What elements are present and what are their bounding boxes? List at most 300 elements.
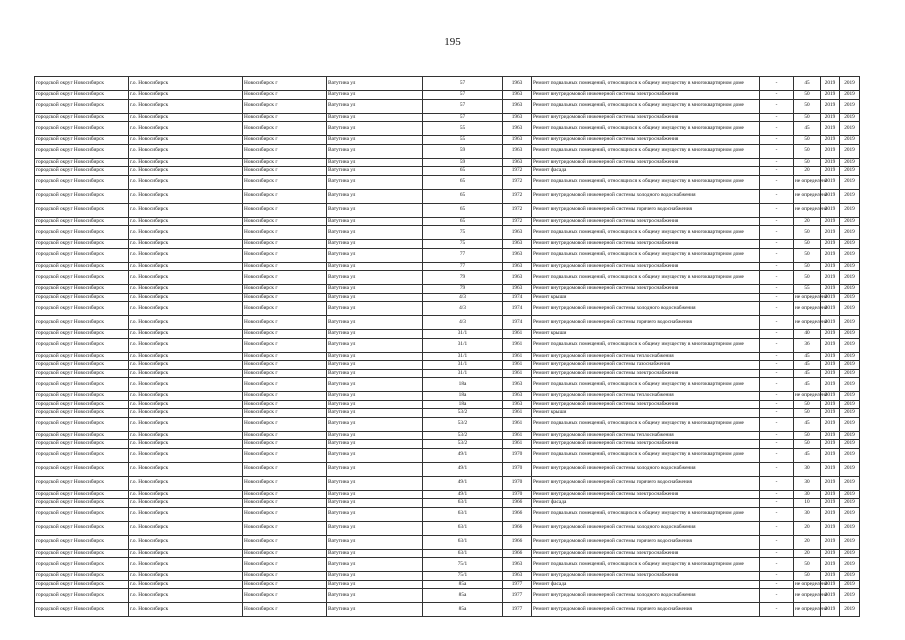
work-type-cell: Ремонт внутридомовой инженерной системы горячего водоснабжения xyxy=(532,316,760,330)
house-number-cell: 57 xyxy=(423,91,503,100)
cost-cell: 50 xyxy=(794,158,821,167)
build-year-cell: 1977 xyxy=(503,603,532,617)
cost-cell: 50 xyxy=(794,240,821,249)
dash-cell: - xyxy=(760,431,794,440)
street-cell: Ватутина ул xyxy=(327,558,423,572)
cost-cell: 50 xyxy=(794,409,821,418)
build-year-cell: 1966 xyxy=(503,549,532,558)
house-number-cell: 53/2 xyxy=(423,431,503,440)
street-cell: Ватутина ул xyxy=(327,144,423,158)
street-cell: Ватутина ул xyxy=(327,203,423,217)
end-year-cell: 2019 xyxy=(840,521,860,535)
settlement-cell: г.о. Новосибирск xyxy=(129,136,243,145)
start-year-cell: 2019 xyxy=(821,217,840,226)
city-cell: Новосибирск г xyxy=(243,189,327,203)
dash-cell: - xyxy=(760,316,794,330)
cost-cell: не определено xyxy=(794,189,821,203)
table-row xyxy=(35,499,860,508)
cost-cell: 45 xyxy=(794,378,821,392)
settlement-cell: г.о. Новосибирск xyxy=(129,549,243,558)
table-row xyxy=(35,476,860,490)
district-cell: городской округ Новосибирск xyxy=(35,158,129,167)
city-cell: Новосибирск г xyxy=(243,217,327,226)
cost-cell: 50 xyxy=(794,400,821,409)
district-cell: городской округ Новосибирск xyxy=(35,217,129,226)
district-cell: городской округ Новосибирск xyxy=(35,476,129,490)
settlement-cell: г.о. Новосибирск xyxy=(129,203,243,217)
house-number-cell: 63/1 xyxy=(423,521,503,535)
start-year-cell: 2019 xyxy=(821,400,840,409)
street-cell: Ватутина ул xyxy=(327,113,423,122)
house-number-cell: 49/1 xyxy=(423,490,503,499)
settlement-cell: г.о. Новосибирск xyxy=(129,167,243,176)
city-cell: Новосибирск г xyxy=(243,77,327,91)
table-row xyxy=(35,409,860,418)
build-year-cell: 1970 xyxy=(503,448,532,462)
house-number-cell: 63/1 xyxy=(423,549,503,558)
dash-cell: - xyxy=(760,507,794,521)
table-row xyxy=(35,113,860,122)
street-cell: Ватутина ул xyxy=(327,338,423,352)
cost-cell: 45 xyxy=(794,361,821,370)
work-type-cell: Ремонт внутридомовой инженерной системы электроснабжения xyxy=(532,490,760,499)
dash-cell: - xyxy=(760,240,794,249)
cost-cell: 50 xyxy=(794,440,821,449)
house-number-cell: 79 xyxy=(423,271,503,285)
table-row xyxy=(35,392,860,401)
end-year-cell: 2019 xyxy=(840,580,860,589)
street-cell: Ватутина ул xyxy=(327,271,423,285)
district-cell: городской округ Новосибирск xyxy=(35,549,129,558)
cost-cell: 50 xyxy=(794,113,821,122)
street-cell: Ватутина ул xyxy=(327,122,423,136)
settlement-cell: г.о. Новосибирск xyxy=(129,240,243,249)
work-type-cell: Ремонт внутридомовой инженерной системы электроснабжения xyxy=(532,217,760,226)
cost-cell: 20 xyxy=(794,521,821,535)
end-year-cell: 2019 xyxy=(840,369,860,378)
house-number-cell: 65 xyxy=(423,175,503,189)
district-cell: городской округ Новосибирск xyxy=(35,352,129,361)
city-cell: Новосибирск г xyxy=(243,431,327,440)
street-cell: Ватутина ул xyxy=(327,316,423,330)
end-year-cell: 2019 xyxy=(840,248,860,262)
district-cell: городской округ Новосибирск xyxy=(35,144,129,158)
cost-cell: не определено xyxy=(794,589,821,603)
city-cell: Новосибирск г xyxy=(243,369,327,378)
district-cell: городской округ Новосибирск xyxy=(35,392,129,401)
end-year-cell: 2019 xyxy=(840,417,860,431)
settlement-cell: г.о. Новосибирск xyxy=(129,378,243,392)
dash-cell: - xyxy=(760,248,794,262)
dash-cell: - xyxy=(760,144,794,158)
end-year-cell: 2019 xyxy=(840,572,860,581)
street-cell: Ватутина ул xyxy=(327,589,423,603)
city-cell: Новосибирск г xyxy=(243,535,327,549)
house-number-cell: 75/1 xyxy=(423,558,503,572)
settlement-cell: г.о. Новосибирск xyxy=(129,361,243,370)
settlement-cell: г.о. Новосибирск xyxy=(129,352,243,361)
district-cell: городской округ Новосибирск xyxy=(35,378,129,392)
cost-cell: 20 xyxy=(794,167,821,176)
district-cell: городской округ Новосибирск xyxy=(35,521,129,535)
cost-cell: не определено xyxy=(794,175,821,189)
house-number-cell: 63/1 xyxy=(423,507,503,521)
table-row xyxy=(35,580,860,589)
work-type-cell: Ремонт внутридомовой инженерной системы холодного водоснабжения xyxy=(532,302,760,316)
work-type-cell: Ремонт крыши xyxy=(532,330,760,339)
build-year-cell: 1972 xyxy=(503,167,532,176)
cost-cell: 20 xyxy=(794,549,821,558)
work-type-cell: Ремонт фасада xyxy=(532,167,760,176)
build-year-cell: 1961 xyxy=(503,440,532,449)
table-row xyxy=(35,271,860,285)
end-year-cell: 2019 xyxy=(840,558,860,572)
dash-cell: - xyxy=(760,589,794,603)
end-year-cell: 2019 xyxy=(840,603,860,617)
house-number-cell: 59 xyxy=(423,158,503,167)
cost-cell: не определено xyxy=(794,302,821,316)
settlement-cell: г.о. Новосибирск xyxy=(129,409,243,418)
dash-cell: - xyxy=(760,226,794,240)
settlement-cell: г.о. Новосибирск xyxy=(129,400,243,409)
work-type-cell: Ремонт внутридомовой инженерной системы электроснабжения xyxy=(532,136,760,145)
street-cell: Ватутина ул xyxy=(327,262,423,271)
house-number-cell: 4/3 xyxy=(423,316,503,330)
table-row xyxy=(35,248,860,262)
city-cell: Новосибирск г xyxy=(243,490,327,499)
cost-cell: 50 xyxy=(794,136,821,145)
settlement-cell: г.о. Новосибирск xyxy=(129,448,243,462)
city-cell: Новосибирск г xyxy=(243,203,327,217)
work-type-cell: Ремонт подвальных помещений, относящихся к общему имуществу в многоквартирном доме xyxy=(532,175,760,189)
city-cell: Новосибирск г xyxy=(243,400,327,409)
table-row xyxy=(35,589,860,603)
settlement-cell: г.о. Новосибирск xyxy=(129,558,243,572)
city-cell: Новосибирск г xyxy=(243,158,327,167)
work-type-cell: Ремонт внутридомовой инженерной системы электроснабжения xyxy=(532,440,760,449)
dash-cell: - xyxy=(760,400,794,409)
end-year-cell: 2019 xyxy=(840,77,860,91)
street-cell: Ватутина ул xyxy=(327,77,423,91)
build-year-cell: 1963 xyxy=(503,158,532,167)
start-year-cell: 2019 xyxy=(821,417,840,431)
table-row xyxy=(35,558,860,572)
end-year-cell: 2019 xyxy=(840,136,860,145)
city-cell: Новосибирск г xyxy=(243,240,327,249)
district-cell: городской округ Новосибирск xyxy=(35,490,129,499)
district-cell: городской округ Новосибирск xyxy=(35,580,129,589)
build-year-cell: 1963 xyxy=(503,136,532,145)
dash-cell: - xyxy=(760,285,794,294)
build-year-cell: 1963 xyxy=(503,144,532,158)
district-cell: городской округ Новосибирск xyxy=(35,507,129,521)
house-number-cell: 31/1 xyxy=(423,330,503,339)
end-year-cell: 2019 xyxy=(840,158,860,167)
house-number-cell: 57 xyxy=(423,77,503,91)
house-number-cell: 79 xyxy=(423,285,503,294)
build-year-cell: 1961 xyxy=(503,409,532,418)
district-cell: городской округ Новосибирск xyxy=(35,262,129,271)
work-type-cell: Ремонт подвальных помещений, относящихся к общему имуществу в многоквартирном доме xyxy=(532,558,760,572)
end-year-cell: 2019 xyxy=(840,589,860,603)
city-cell: Новосибирск г xyxy=(243,603,327,617)
start-year-cell: 2019 xyxy=(821,285,840,294)
city-cell: Новосибирск г xyxy=(243,113,327,122)
cost-cell: 30 xyxy=(794,507,821,521)
cost-cell: 40 xyxy=(794,330,821,339)
start-year-cell: 2019 xyxy=(821,302,840,316)
work-type-cell: Ремонт внутридомовой инженерной системы электроснабжения xyxy=(532,91,760,100)
cost-cell: 50 xyxy=(794,144,821,158)
district-cell: городской округ Новосибирск xyxy=(35,248,129,262)
house-number-cell: 63/1 xyxy=(423,499,503,508)
end-year-cell: 2019 xyxy=(840,302,860,316)
street-cell: Ватутина ул xyxy=(327,293,423,302)
start-year-cell: 2019 xyxy=(821,240,840,249)
district-cell: городской округ Новосибирск xyxy=(35,361,129,370)
start-year-cell: 2019 xyxy=(821,535,840,549)
build-year-cell: 1963 xyxy=(503,248,532,262)
table-row xyxy=(35,316,860,330)
build-year-cell: 1974 xyxy=(503,293,532,302)
start-year-cell: 2019 xyxy=(821,572,840,581)
dash-cell: - xyxy=(760,369,794,378)
end-year-cell: 2019 xyxy=(840,400,860,409)
settlement-cell: г.о. Новосибирск xyxy=(129,189,243,203)
cost-cell: 20 xyxy=(794,535,821,549)
house-number-cell: 85а xyxy=(423,580,503,589)
street-cell: Ватутина ул xyxy=(327,603,423,617)
settlement-cell: г.о. Новосибирск xyxy=(129,440,243,449)
street-cell: Ватутина ул xyxy=(327,226,423,240)
street-cell: Ватутина ул xyxy=(327,167,423,176)
start-year-cell: 2019 xyxy=(821,549,840,558)
city-cell: Новосибирск г xyxy=(243,122,327,136)
table-row xyxy=(35,338,860,352)
work-type-cell: Ремонт подвальных помещений, относящихся к общему имуществу в многоквартирном доме xyxy=(532,226,760,240)
dash-cell: - xyxy=(760,521,794,535)
city-cell: Новосибирск г xyxy=(243,271,327,285)
house-number-cell: 77 xyxy=(423,262,503,271)
end-year-cell: 2019 xyxy=(840,240,860,249)
cost-cell: не определено xyxy=(795,580,828,587)
city-cell: Новосибирск г xyxy=(243,167,327,176)
street-cell: Ватутина ул xyxy=(327,490,423,499)
end-year-cell: 2019 xyxy=(840,330,860,339)
city-cell: Новосибирск г xyxy=(243,293,327,302)
settlement-cell: г.о. Новосибирск xyxy=(129,490,243,499)
end-year-cell: 2019 xyxy=(840,175,860,189)
table-row xyxy=(35,378,860,392)
dash-cell: - xyxy=(760,476,794,490)
street-cell: Ватутина ул xyxy=(327,521,423,535)
dash-cell: - xyxy=(760,338,794,352)
build-year-cell: 1974 xyxy=(503,302,532,316)
cost-cell: 45 xyxy=(794,352,821,361)
start-year-cell: 2019 xyxy=(821,99,840,113)
end-year-cell: 2019 xyxy=(840,285,860,294)
settlement-cell: г.о. Новосибирск xyxy=(129,113,243,122)
start-year-cell: 2019 xyxy=(821,144,840,158)
dash-cell: - xyxy=(760,217,794,226)
end-year-cell: 2019 xyxy=(840,99,860,113)
district-cell: городской округ Новосибирск xyxy=(35,240,129,249)
work-type-cell: Ремонт внутридомовой инженерной системы газоснабжения xyxy=(532,361,760,370)
city-cell: Новосибирск г xyxy=(243,91,327,100)
table-row xyxy=(35,417,860,431)
work-type-cell: Ремонт внутридомовой инженерной системы теплоснабжения xyxy=(532,392,760,401)
street-cell: Ватутина ул xyxy=(327,507,423,521)
dash-cell: - xyxy=(760,535,794,549)
build-year-cell: 1963 xyxy=(503,378,532,392)
build-year-cell: 1963 xyxy=(503,91,532,100)
end-year-cell: 2019 xyxy=(840,91,860,100)
house-number-cell: 65 xyxy=(423,203,503,217)
settlement-cell: г.о. Новосибирск xyxy=(129,262,243,271)
start-year-cell: 2019 xyxy=(821,203,840,217)
work-type-cell: Ремонт подвальных помещений, относящихся к общему имуществу в многоквартирном доме xyxy=(532,271,760,285)
city-cell: Новосибирск г xyxy=(243,99,327,113)
street-cell: Ватутина ул xyxy=(327,580,423,589)
house-number-cell: 75 xyxy=(423,240,503,249)
end-year-cell: 2019 xyxy=(840,378,860,392)
table-row xyxy=(35,440,860,449)
house-number-cell: 57 xyxy=(423,99,503,113)
end-year-cell: 2019 xyxy=(840,490,860,499)
city-cell: Новосибирск г xyxy=(243,144,327,158)
end-year-cell: 2019 xyxy=(840,448,860,462)
city-cell: Новосибирск г xyxy=(243,417,327,431)
build-year-cell: 1974 xyxy=(503,316,532,330)
build-year-cell: 1972 xyxy=(503,217,532,226)
city-cell: Новосибирск г xyxy=(243,580,327,589)
cost-cell: 30 xyxy=(794,490,821,499)
build-year-cell: 1963 xyxy=(503,400,532,409)
city-cell: Новосибирск г xyxy=(243,302,327,316)
house-number-cell: 85а xyxy=(423,589,503,603)
start-year-cell: 2019 xyxy=(821,158,840,167)
settlement-cell: г.о. Новосибирск xyxy=(129,248,243,262)
house-number-cell: 53/2 xyxy=(423,417,503,431)
dash-cell: - xyxy=(760,580,794,589)
table-row xyxy=(35,175,860,189)
district-cell: городской округ Новосибирск xyxy=(35,122,129,136)
district-cell: городской округ Новосибирск xyxy=(35,440,129,449)
build-year-cell: 1961 xyxy=(503,431,532,440)
district-cell: городской округ Новосибирск xyxy=(35,400,129,409)
cost-cell: 50 xyxy=(794,431,821,440)
settlement-cell: г.о. Новосибирск xyxy=(129,316,243,330)
settlement-cell: г.о. Новосибирск xyxy=(129,77,243,91)
district-cell: городской округ Новосибирск xyxy=(35,330,129,339)
page-number: 195 xyxy=(444,36,461,48)
house-number-cell: 57 xyxy=(423,113,503,122)
end-year-cell: 2019 xyxy=(840,338,860,352)
dash-cell: - xyxy=(760,189,794,203)
settlement-cell: г.о. Новосибирск xyxy=(129,369,243,378)
street-cell: Ватутина ул xyxy=(327,302,423,316)
dash-cell: - xyxy=(760,378,794,392)
table-row xyxy=(35,262,860,271)
table-row xyxy=(35,122,860,136)
end-year-cell: 2019 xyxy=(840,262,860,271)
work-type-cell: Ремонт внутридомовой инженерной системы горячего водоснабжения xyxy=(532,603,760,617)
table-row xyxy=(35,167,860,176)
table-row xyxy=(35,77,860,91)
start-year-cell: 2019 xyxy=(821,507,840,521)
start-year-cell: 2019 xyxy=(821,490,840,499)
city-cell: Новосибирск г xyxy=(243,476,327,490)
settlement-cell: г.о. Новосибирск xyxy=(129,392,243,401)
district-cell: городской округ Новосибирск xyxy=(35,589,129,603)
cost-cell: 50 xyxy=(794,572,821,581)
house-number-cell: 49/1 xyxy=(423,448,503,462)
end-year-cell: 2019 xyxy=(840,217,860,226)
work-type-cell: Ремонт внутридомовой инженерной системы электроснабжения xyxy=(532,369,760,378)
street-cell: Ватутина ул xyxy=(327,217,423,226)
cost-cell: 50 xyxy=(794,226,821,240)
cost-cell: 45 xyxy=(794,122,821,136)
district-cell: городской округ Новосибирск xyxy=(35,175,129,189)
work-type-cell: Ремонт внутридомовой инженерной системы электроснабжения xyxy=(532,262,760,271)
build-year-cell: 1972 xyxy=(503,203,532,217)
start-year-cell: 2019 xyxy=(821,189,840,203)
end-year-cell: 2019 xyxy=(840,189,860,203)
dash-cell: - xyxy=(760,175,794,189)
work-type-cell: Ремонт крыши xyxy=(532,409,760,418)
house-number-cell: 31/1 xyxy=(423,369,503,378)
work-type-cell: Ремонт внутридомовой инженерной системы электроснабжения xyxy=(532,549,760,558)
cost-cell: 45 xyxy=(794,369,821,378)
house-number-cell: 4/3 xyxy=(423,293,503,302)
dash-cell: - xyxy=(760,448,794,462)
build-year-cell: 1966 xyxy=(503,499,532,508)
build-year-cell: 1963 xyxy=(503,392,532,401)
work-type-cell: Ремонт внутридомовой инженерной системы электроснабжения xyxy=(532,400,760,409)
district-cell: городской округ Новосибирск xyxy=(35,462,129,476)
build-year-cell: 1961 xyxy=(503,417,532,431)
start-year-cell: 2019 xyxy=(821,77,840,91)
district-cell: городской округ Новосибирск xyxy=(35,136,129,145)
cost-cell: 55 xyxy=(794,285,821,294)
cost-cell: 45 xyxy=(794,77,821,91)
end-year-cell: 2019 xyxy=(840,167,860,176)
cost-cell: 45 xyxy=(794,448,821,462)
dash-cell: - xyxy=(760,490,794,499)
city-cell: Новосибирск г xyxy=(243,285,327,294)
cost-cell: 50 xyxy=(794,248,821,262)
start-year-cell: 2019 xyxy=(821,136,840,145)
house-number-cell: 18а xyxy=(423,400,503,409)
street-cell: Ватутина ул xyxy=(327,417,423,431)
street-cell: Ватутина ул xyxy=(327,240,423,249)
street-cell: Ватутина ул xyxy=(327,158,423,167)
table-row xyxy=(35,99,860,113)
table-row xyxy=(35,136,860,145)
city-cell: Новосибирск г xyxy=(243,499,327,508)
district-cell: городской округ Новосибирск xyxy=(35,409,129,418)
start-year-cell: 2019 xyxy=(821,330,840,339)
work-type-cell: Ремонт подвальных помещений, относящихся к общему имуществу в многоквартирном доме xyxy=(532,417,760,431)
work-type-cell: Ремонт подвальных помещений, относящихся к общему имуществу в многоквартирном доме xyxy=(532,144,760,158)
settlement-cell: г.о. Новосибирск xyxy=(129,589,243,603)
house-number-cell: 65 xyxy=(423,189,503,203)
start-year-cell: 2019 xyxy=(821,175,840,189)
work-type-cell: Ремонт внутридомовой инженерной системы горячего водоснабжения xyxy=(532,476,760,490)
start-year-cell: 2019 xyxy=(821,440,840,449)
street-cell: Ватутина ул xyxy=(327,248,423,262)
build-year-cell: 1963 xyxy=(503,240,532,249)
